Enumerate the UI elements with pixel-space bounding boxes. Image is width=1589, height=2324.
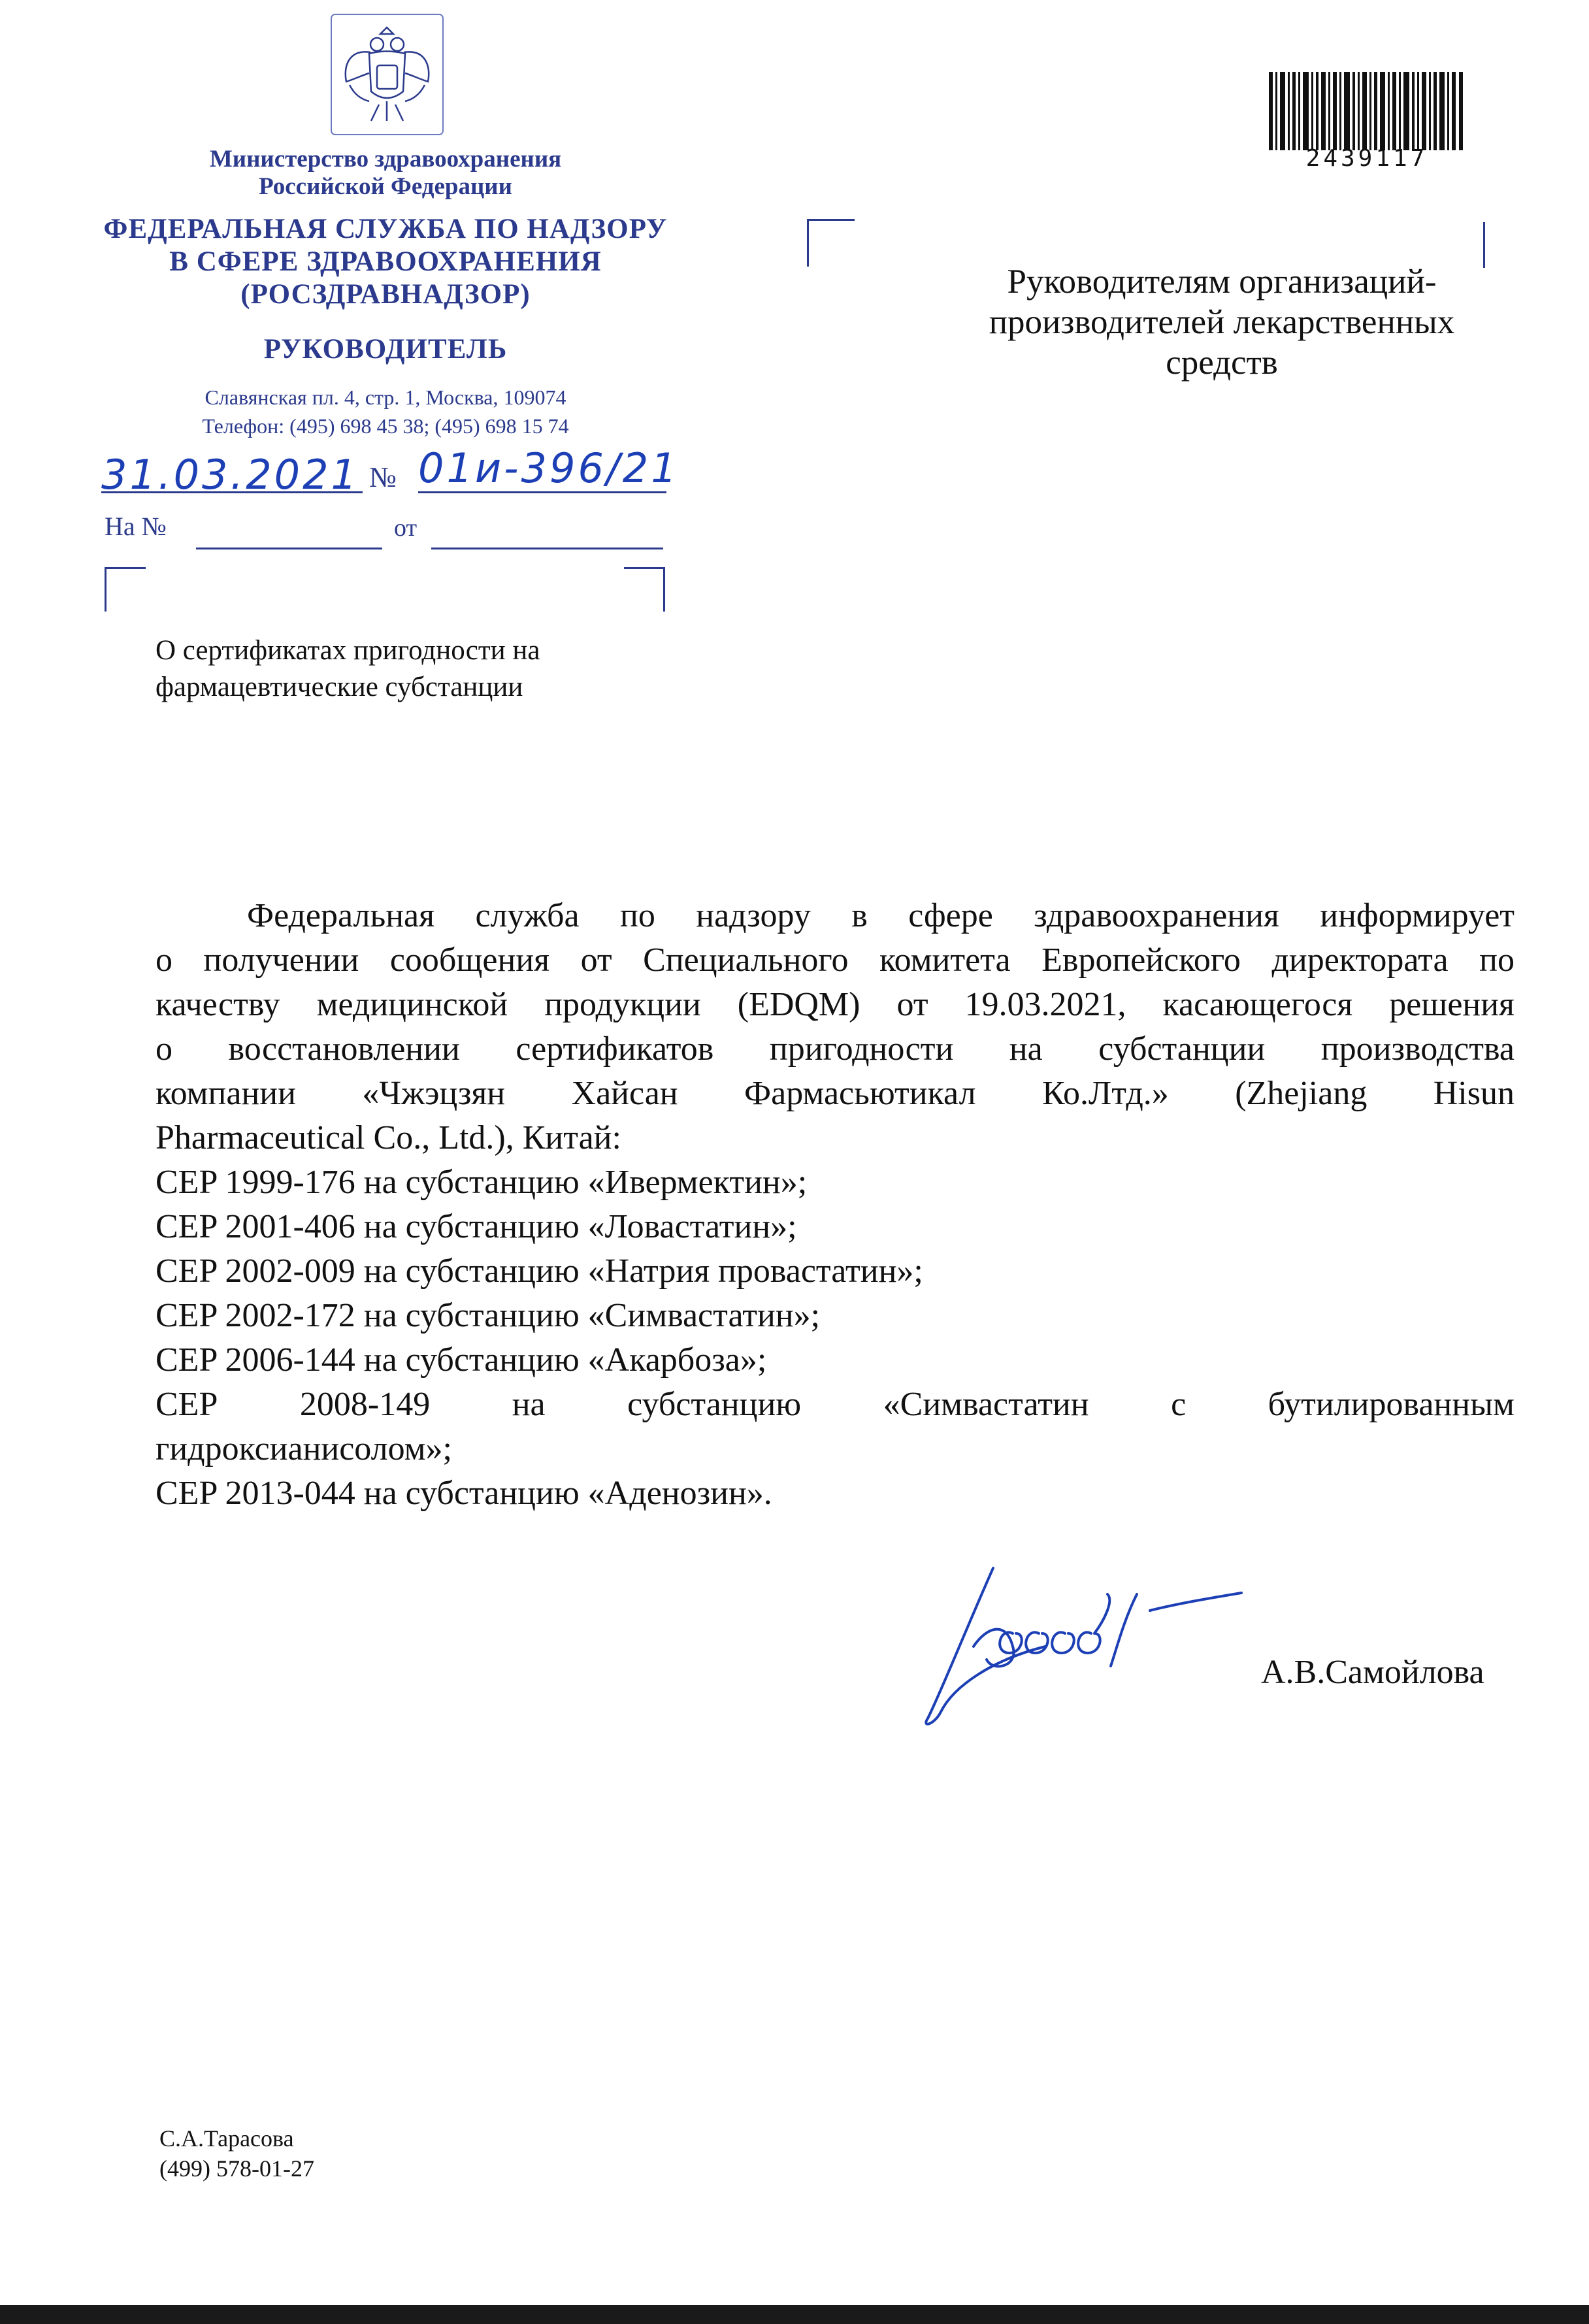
body-word: сертификатов <box>516 1030 714 1068</box>
number-sign: № <box>369 461 397 493</box>
body-word: с <box>1171 1386 1187 1423</box>
body-line-4 <box>156 1027 1515 1072</box>
body-word: от <box>580 941 612 979</box>
subject-line-1: О сертификатах пригодности на <box>156 635 540 666</box>
cep-item-2: CEP 2001-406 на субстанцию «Ловастатин»; <box>156 1208 797 1245</box>
reply-date-underline <box>431 548 663 549</box>
body-word: компании <box>156 1075 296 1112</box>
barcode-number: 2439117 <box>1305 145 1428 172</box>
addressee-block <box>902 261 1542 383</box>
barcode <box>1269 72 1465 150</box>
registration-date-field <box>101 451 363 497</box>
body-word: здравоохранения <box>1034 897 1279 934</box>
reply-label: На № <box>105 512 167 541</box>
subject-line-2: фармацевтические субстанции <box>156 672 523 702</box>
body-word: в <box>851 897 868 934</box>
body-word: бутилированным <box>1268 1386 1515 1423</box>
addressee-line-3: средств <box>1166 344 1278 382</box>
number-underline <box>418 491 666 493</box>
cep-item-3: CEP 2002-009 на субстанцию «Натрия провастатин»; <box>156 1252 923 1290</box>
body-word: Хайсан <box>571 1075 678 1112</box>
body-word: директората <box>1271 941 1449 979</box>
body-word: (Zhejiang <box>1235 1075 1368 1112</box>
body-word: пригодности <box>769 1030 954 1068</box>
body-word: субстанцию <box>627 1386 802 1423</box>
cep-item-6 <box>156 1383 1515 1427</box>
body-line-2 <box>156 938 1515 983</box>
body-word: сообщения <box>389 941 550 979</box>
signatory-name: А.В.Самойлова <box>1261 1654 1484 1691</box>
executor-name: С.А.Тарасова <box>159 2125 294 2152</box>
body-word: Специального <box>643 941 849 979</box>
body-word: на <box>1009 1030 1043 1068</box>
body-line-5 <box>156 1072 1515 1116</box>
ministry-line-2: Российской Федерации <box>259 173 512 200</box>
body-word: субстанции <box>1098 1030 1266 1068</box>
addressee-line-2: производителей лекарственных <box>989 303 1455 341</box>
body-word: медицинской <box>316 986 508 1023</box>
registration-number-field <box>418 444 784 497</box>
body-line-1 <box>156 894 1515 938</box>
body-word: получении <box>203 941 359 979</box>
letter-body <box>156 894 1515 1516</box>
body-word: по <box>620 897 655 934</box>
body-line-6: Pharmaceutical Co., Ltd.), Китай: <box>156 1119 621 1156</box>
body-word: служба <box>475 897 580 934</box>
body-word: Европейского <box>1041 941 1241 979</box>
body-word: о <box>156 1030 172 1068</box>
body-word: комитета <box>879 941 1011 979</box>
registration-date: 31.03.2021 <box>101 451 359 499</box>
body-word: решения <box>1389 986 1515 1023</box>
ministry-line-1: Министерство здравоохранения <box>209 146 562 172</box>
service-line-2: В СФЕРЕ ЗДРАВООХРАНЕНИЯ <box>169 246 602 277</box>
body-word: Фармасьютикал <box>744 1075 976 1112</box>
body-word: информирует <box>1320 897 1515 934</box>
body-word: качеству <box>156 986 280 1023</box>
body-word: CEP <box>156 1386 218 1423</box>
coat-of-arms-emblem <box>330 13 444 136</box>
body-word: касающегося <box>1162 986 1353 1023</box>
body-word: восстановлении <box>228 1030 460 1068</box>
body-word: по <box>1479 941 1515 979</box>
service-line-1: ФЕДЕРАЛЬНАЯ СЛУЖБА ПО НАДЗОРУ <box>103 214 668 244</box>
subject-corner-left <box>105 567 146 612</box>
subject-corner-right <box>624 567 665 612</box>
scan-bottom-edge <box>0 2305 1589 2324</box>
addressee-corner-left <box>807 219 855 267</box>
handwritten-signature <box>915 1548 1320 1731</box>
body-word: сфере <box>908 897 993 934</box>
addressee-line-1: Руководителям организаций- <box>1007 263 1437 301</box>
registration-number: 01и-396/21 <box>418 444 680 492</box>
body-word: Федеральная <box>247 897 435 934</box>
executor-phone: (499) 578-01-27 <box>159 2155 314 2182</box>
body-word: Ко.Лтд.» <box>1041 1075 1169 1112</box>
executor-block <box>159 2123 314 2184</box>
body-line-3 <box>156 983 1515 1027</box>
body-word: (EDQM) <box>737 986 860 1023</box>
date-underline <box>101 491 363 493</box>
reply-from-label: от <box>394 514 418 542</box>
body-word: Hisun <box>1433 1075 1515 1112</box>
service-line-3: (РОСЗДРАВНАДЗОР) <box>240 279 531 310</box>
body-word: 19.03.2021, <box>964 986 1126 1023</box>
body-word: надзору <box>696 897 811 934</box>
cep-item-6-continued: гидроксианисолом»; <box>156 1430 452 1467</box>
cep-item-1: CEP 1999-176 на субстанцию «Ивермектин»; <box>156 1164 808 1201</box>
cep-item-7: CEP 2013-044 на субстанцию «Аденозин». <box>156 1475 772 1512</box>
cep-item-4: CEP 2002-172 на субстанцию «Симвастатин»; <box>156 1297 821 1334</box>
body-word: от <box>896 986 928 1023</box>
cep-item-5: CEP 2006-144 на субстанцию «Акарбоза»; <box>156 1341 767 1379</box>
body-word: «Симвастатин <box>883 1386 1089 1423</box>
position-title: РУКОВОДИТЕЛЬ <box>263 334 508 365</box>
body-word: производства <box>1320 1030 1515 1068</box>
subject-block <box>156 632 540 706</box>
body-word: о <box>156 941 172 979</box>
body-word: 2008-149 <box>299 1386 431 1423</box>
reply-number-underline <box>196 548 382 549</box>
body-word: на <box>512 1386 546 1423</box>
address-line: Славянская пл. 4, стр. 1, Москва, 109074 <box>205 385 566 409</box>
body-word: продукции <box>544 986 701 1023</box>
body-word: «Чжэцзян <box>362 1075 506 1112</box>
phone-line: Телефон: (495) 698 45 38; (495) 698 15 74 <box>202 414 569 438</box>
